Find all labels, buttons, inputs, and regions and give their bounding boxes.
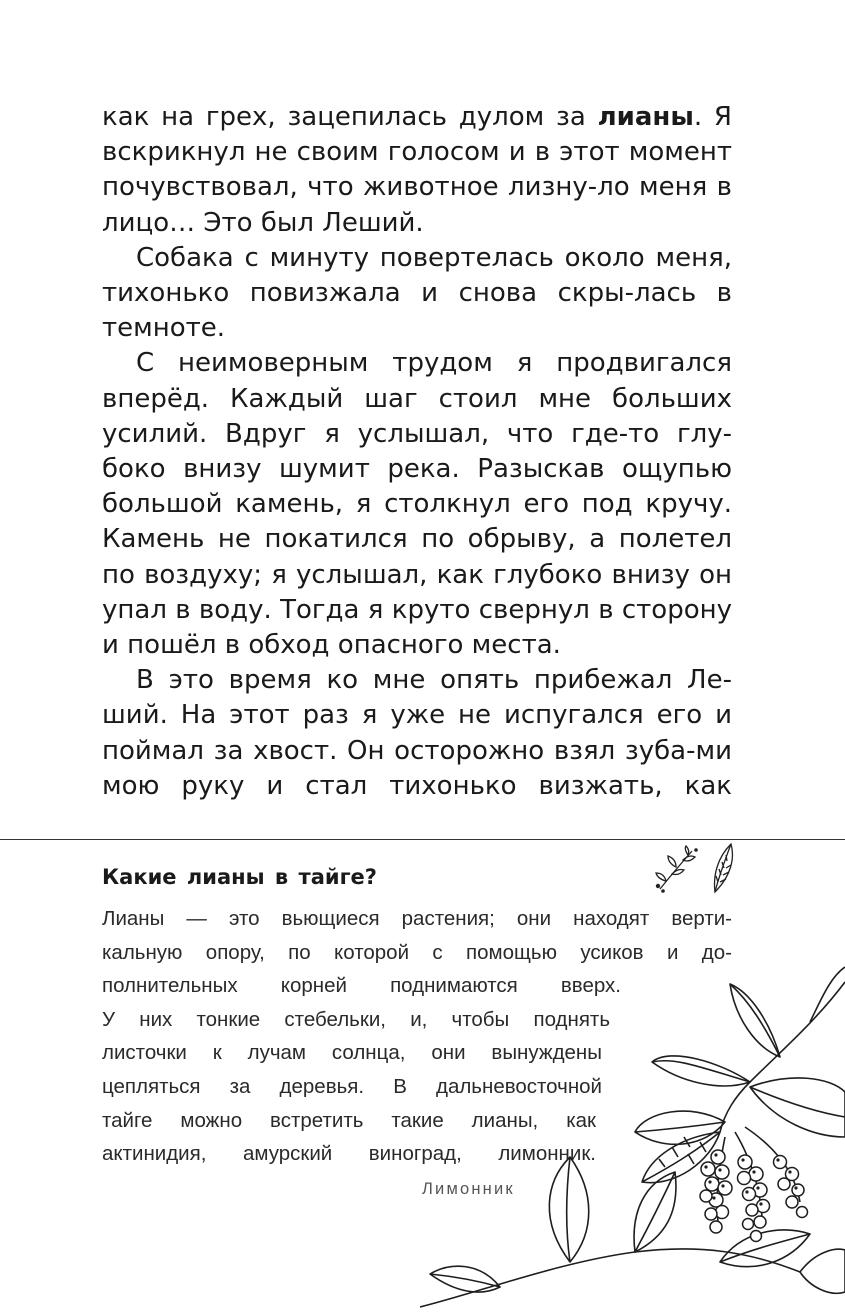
illustration-caption: Лимонник [422,1180,515,1198]
paragraph-2: Собака с минуту повертелась около меня, тихонько повизжала и снова скры-лась в темноте. [102,242,732,344]
sidebar-line-8: актинидия, амурский виноград, лимонник. [102,1142,596,1166]
paragraph-1-text-b: . Я вскрикнул не своим голосом и в этот момент почувствовал, что животное лизну-ло меня в лицо… Это был Леший. [102,102,732,238]
leaf-sprig-icon [652,845,704,893]
paragraph-4: В это время ко мне опять прибежал Ле-ший. На этот раз я уже не испугался его и поймал за хвост. Он осторожно взял зуба-ми мою руку и стал тихонько визжать, как [102,665,732,801]
sidebar-line-7: тайге можно встретить такие лианы, как [102,1108,596,1132]
sidebar-title: Какие лианы в тайге? [102,865,377,889]
paragraph-1-text-a: как на грех, зацепилась дулом за [102,102,598,132]
term-lianas: лианы [597,102,694,132]
section-divider [0,839,845,840]
schisandra-illustration [420,962,845,1312]
paragraph-3: С неимоверным трудом я продвигался вперёд. Каждый шаг стоил мне больших усилий. Вдруг я услышал, что где-то глу-боко внизу шумит река. Разыскав ощупью большой камень, я столкнул его под кручу. Камень не покатился по обрыву, а полетел по воздуху; я услышал, как глубоко внизу он упал в воду. Тогда я круто свернул в сторону и пошёл в обход опасного места. [102,348,732,661]
paragraph-1 [102,100,732,241]
sidebar-line-2: кальную опору, по которой с помощью усиков и до- [102,940,732,964]
sidebar-line-5: листочки к лучам солнца, они вынуждены [102,1041,602,1065]
sidebar-line-4: У них тонкие стебельки, и, чтобы поднять [102,1007,610,1031]
sidebar-line-3: полнительных корней поднимаются вверх. [102,974,621,998]
sidebar-line-6: цепляться за деревья. В дальневосточной [102,1074,602,1098]
sidebar-line-1: Лианы — это вьющиеся растения; они находят верти- [102,907,732,930]
feather-icon [703,842,739,894]
main-text [102,100,732,804]
